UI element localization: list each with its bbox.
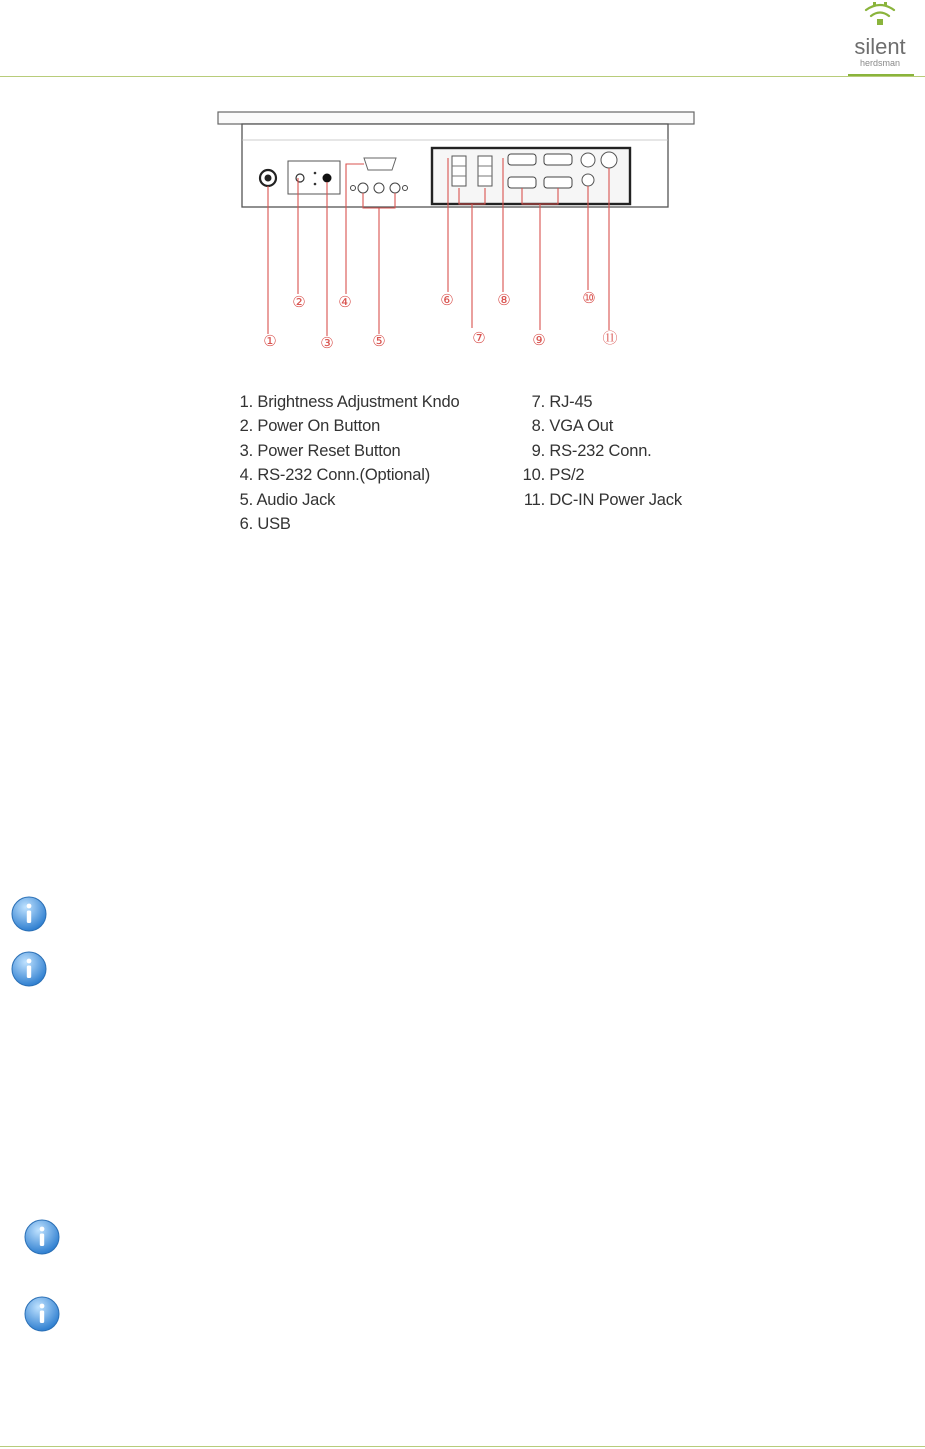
callout-4: ④ [338, 293, 352, 311]
footer-divider [0, 1446, 925, 1447]
header-divider [0, 76, 925, 77]
legend-item: 5. Audio Jack [239, 490, 336, 509]
callout-2: ② [292, 293, 306, 311]
info-icon [10, 950, 48, 988]
logo-sub: herdsman [859, 58, 901, 68]
rear-panel-diagram [210, 100, 710, 360]
info-icon [23, 1295, 61, 1333]
logo-word: silent [854, 34, 906, 59]
callout-10: ⑩ [582, 289, 596, 307]
legend-item: 7. RJ-45 [531, 393, 593, 411]
legend-item: 11. DC-IN Power Jack [523, 490, 682, 509]
legend-left [234, 390, 459, 536]
legend-item: 3. Power Reset Button [239, 441, 401, 460]
legend-item: 4. RS-232 Conn.(Optional) [239, 466, 430, 485]
callout-6: ⑥ [440, 291, 454, 309]
legend-item: 10. PS/2 [522, 466, 585, 485]
info-icon [10, 895, 48, 933]
callout-9: ⑨ [532, 331, 546, 349]
info-icon [23, 1218, 61, 1256]
legend-item: 2. Power On Button [239, 417, 381, 436]
silent-herdsman-logo [846, 0, 916, 78]
callout-11: ⑪ [602, 329, 618, 347]
callout-1: ① [263, 332, 277, 350]
callout-3: ③ [320, 334, 334, 352]
legend-item: 9. RS-232 Conn. [531, 441, 652, 460]
callout-7: ⑦ [472, 329, 486, 347]
legend-right [516, 390, 682, 512]
callout-5: ⑤ [372, 332, 386, 350]
legend-item: 8. VGA Out [531, 417, 614, 436]
legend-item: 6. USB [239, 515, 291, 534]
callout-8: ⑧ [497, 291, 511, 309]
legend-item: 1. Brightness Adjustment Kndo [239, 393, 460, 411]
